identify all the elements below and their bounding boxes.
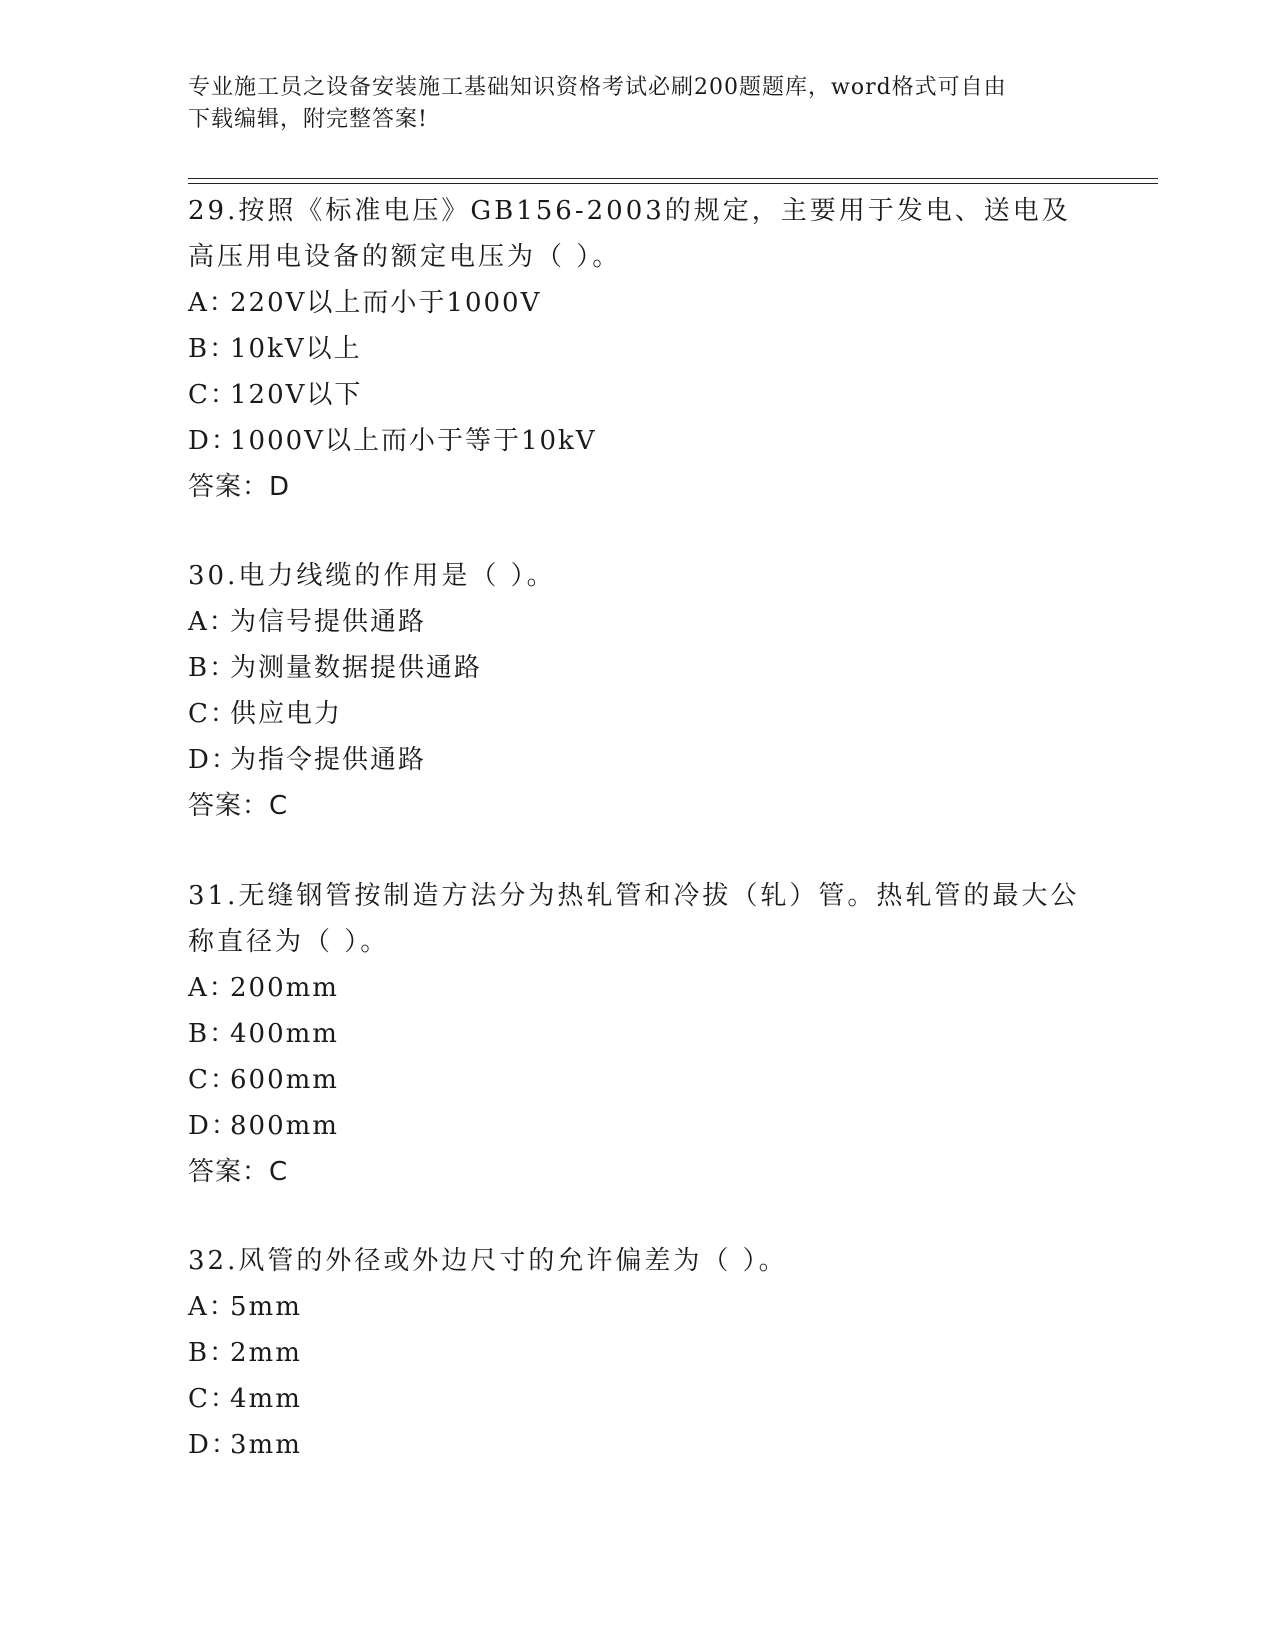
option-key: C： (188, 380, 238, 410)
option-d (188, 418, 1088, 464)
option-key: B： (188, 653, 238, 683)
option-key: D： (188, 426, 239, 456)
answer-line: 答案：C (188, 1157, 289, 1187)
option-key: B： (188, 1338, 238, 1368)
option-key: B： (188, 334, 238, 364)
option-text: 220V以上而小于1000V (230, 288, 542, 318)
header-divider-bottom (188, 183, 1158, 184)
header-divider-top (188, 178, 1158, 179)
option-a (188, 280, 1088, 326)
option-text: 4mm (230, 1384, 302, 1414)
option-c (188, 691, 1088, 737)
answer-line: 答案：C (188, 791, 289, 821)
option-c (188, 1376, 1088, 1422)
option-b (188, 1011, 1088, 1057)
question-stem: 32.风管的外径或外边尺寸的允许偏差为（ ）。 (188, 1246, 788, 1276)
option-text: 供应电力 (230, 699, 343, 729)
option-key: A： (188, 1292, 237, 1322)
option-b (188, 645, 1088, 691)
option-key: C： (188, 699, 238, 729)
option-text: 120V以下 (230, 380, 363, 410)
option-d (188, 737, 1088, 783)
question-29 (188, 188, 1088, 510)
option-text: 1000V以上而小于等于10kV (230, 426, 597, 456)
option-text: 200mm (230, 973, 339, 1003)
option-key: D： (188, 1430, 239, 1460)
option-key: A： (188, 607, 237, 637)
document-header (188, 72, 1088, 136)
option-text: 3mm (230, 1430, 302, 1460)
option-key: C： (188, 1384, 238, 1414)
option-key: A： (188, 288, 237, 318)
option-c (188, 372, 1088, 418)
option-text: 为测量数据提供通路 (230, 653, 483, 683)
question-32 (188, 1238, 1088, 1468)
option-text: 为指令提供通路 (230, 745, 427, 775)
option-text: 800mm (230, 1111, 339, 1141)
option-a (188, 599, 1088, 645)
option-d (188, 1103, 1088, 1149)
option-key: D： (188, 745, 239, 775)
option-a (188, 1284, 1088, 1330)
option-text: 10kV以上 (230, 334, 362, 364)
header-line-1: 专业施工员之设备安装施工基础知识资格考试必刷200题题库，word格式可自由 (188, 75, 1007, 100)
option-text: 为信号提供通路 (230, 607, 427, 637)
option-key: A： (188, 973, 237, 1003)
option-text: 5mm (230, 1292, 302, 1322)
option-text: 400mm (230, 1019, 339, 1049)
option-a (188, 965, 1088, 1011)
option-text: 600mm (230, 1065, 339, 1095)
option-key: C： (188, 1065, 238, 1095)
option-b (188, 1330, 1088, 1376)
header-line-2: 下载编辑，附完整答案! (188, 107, 428, 132)
option-d (188, 1422, 1088, 1468)
question-30 (188, 553, 1088, 829)
question-31 (188, 873, 1088, 1195)
question-stem: 29.按照《标准电压》GB156-2003的规定，主要用于发电、送电及高压用电设备的额定电压为（ ）。 (188, 196, 1071, 272)
answer-line: 答案：D (188, 472, 291, 502)
option-b (188, 326, 1088, 372)
option-key: B： (188, 1019, 238, 1049)
question-stem: 31.无缝钢管按制造方法分为热轧管和冷拔（轧）管。热轧管的最大公称直径为（ ）。 (188, 881, 1080, 957)
option-text: 2mm (230, 1338, 302, 1368)
question-stem: 30.电力线缆的作用是（ ）。 (188, 561, 556, 591)
option-c (188, 1057, 1088, 1103)
option-key: D： (188, 1111, 239, 1141)
